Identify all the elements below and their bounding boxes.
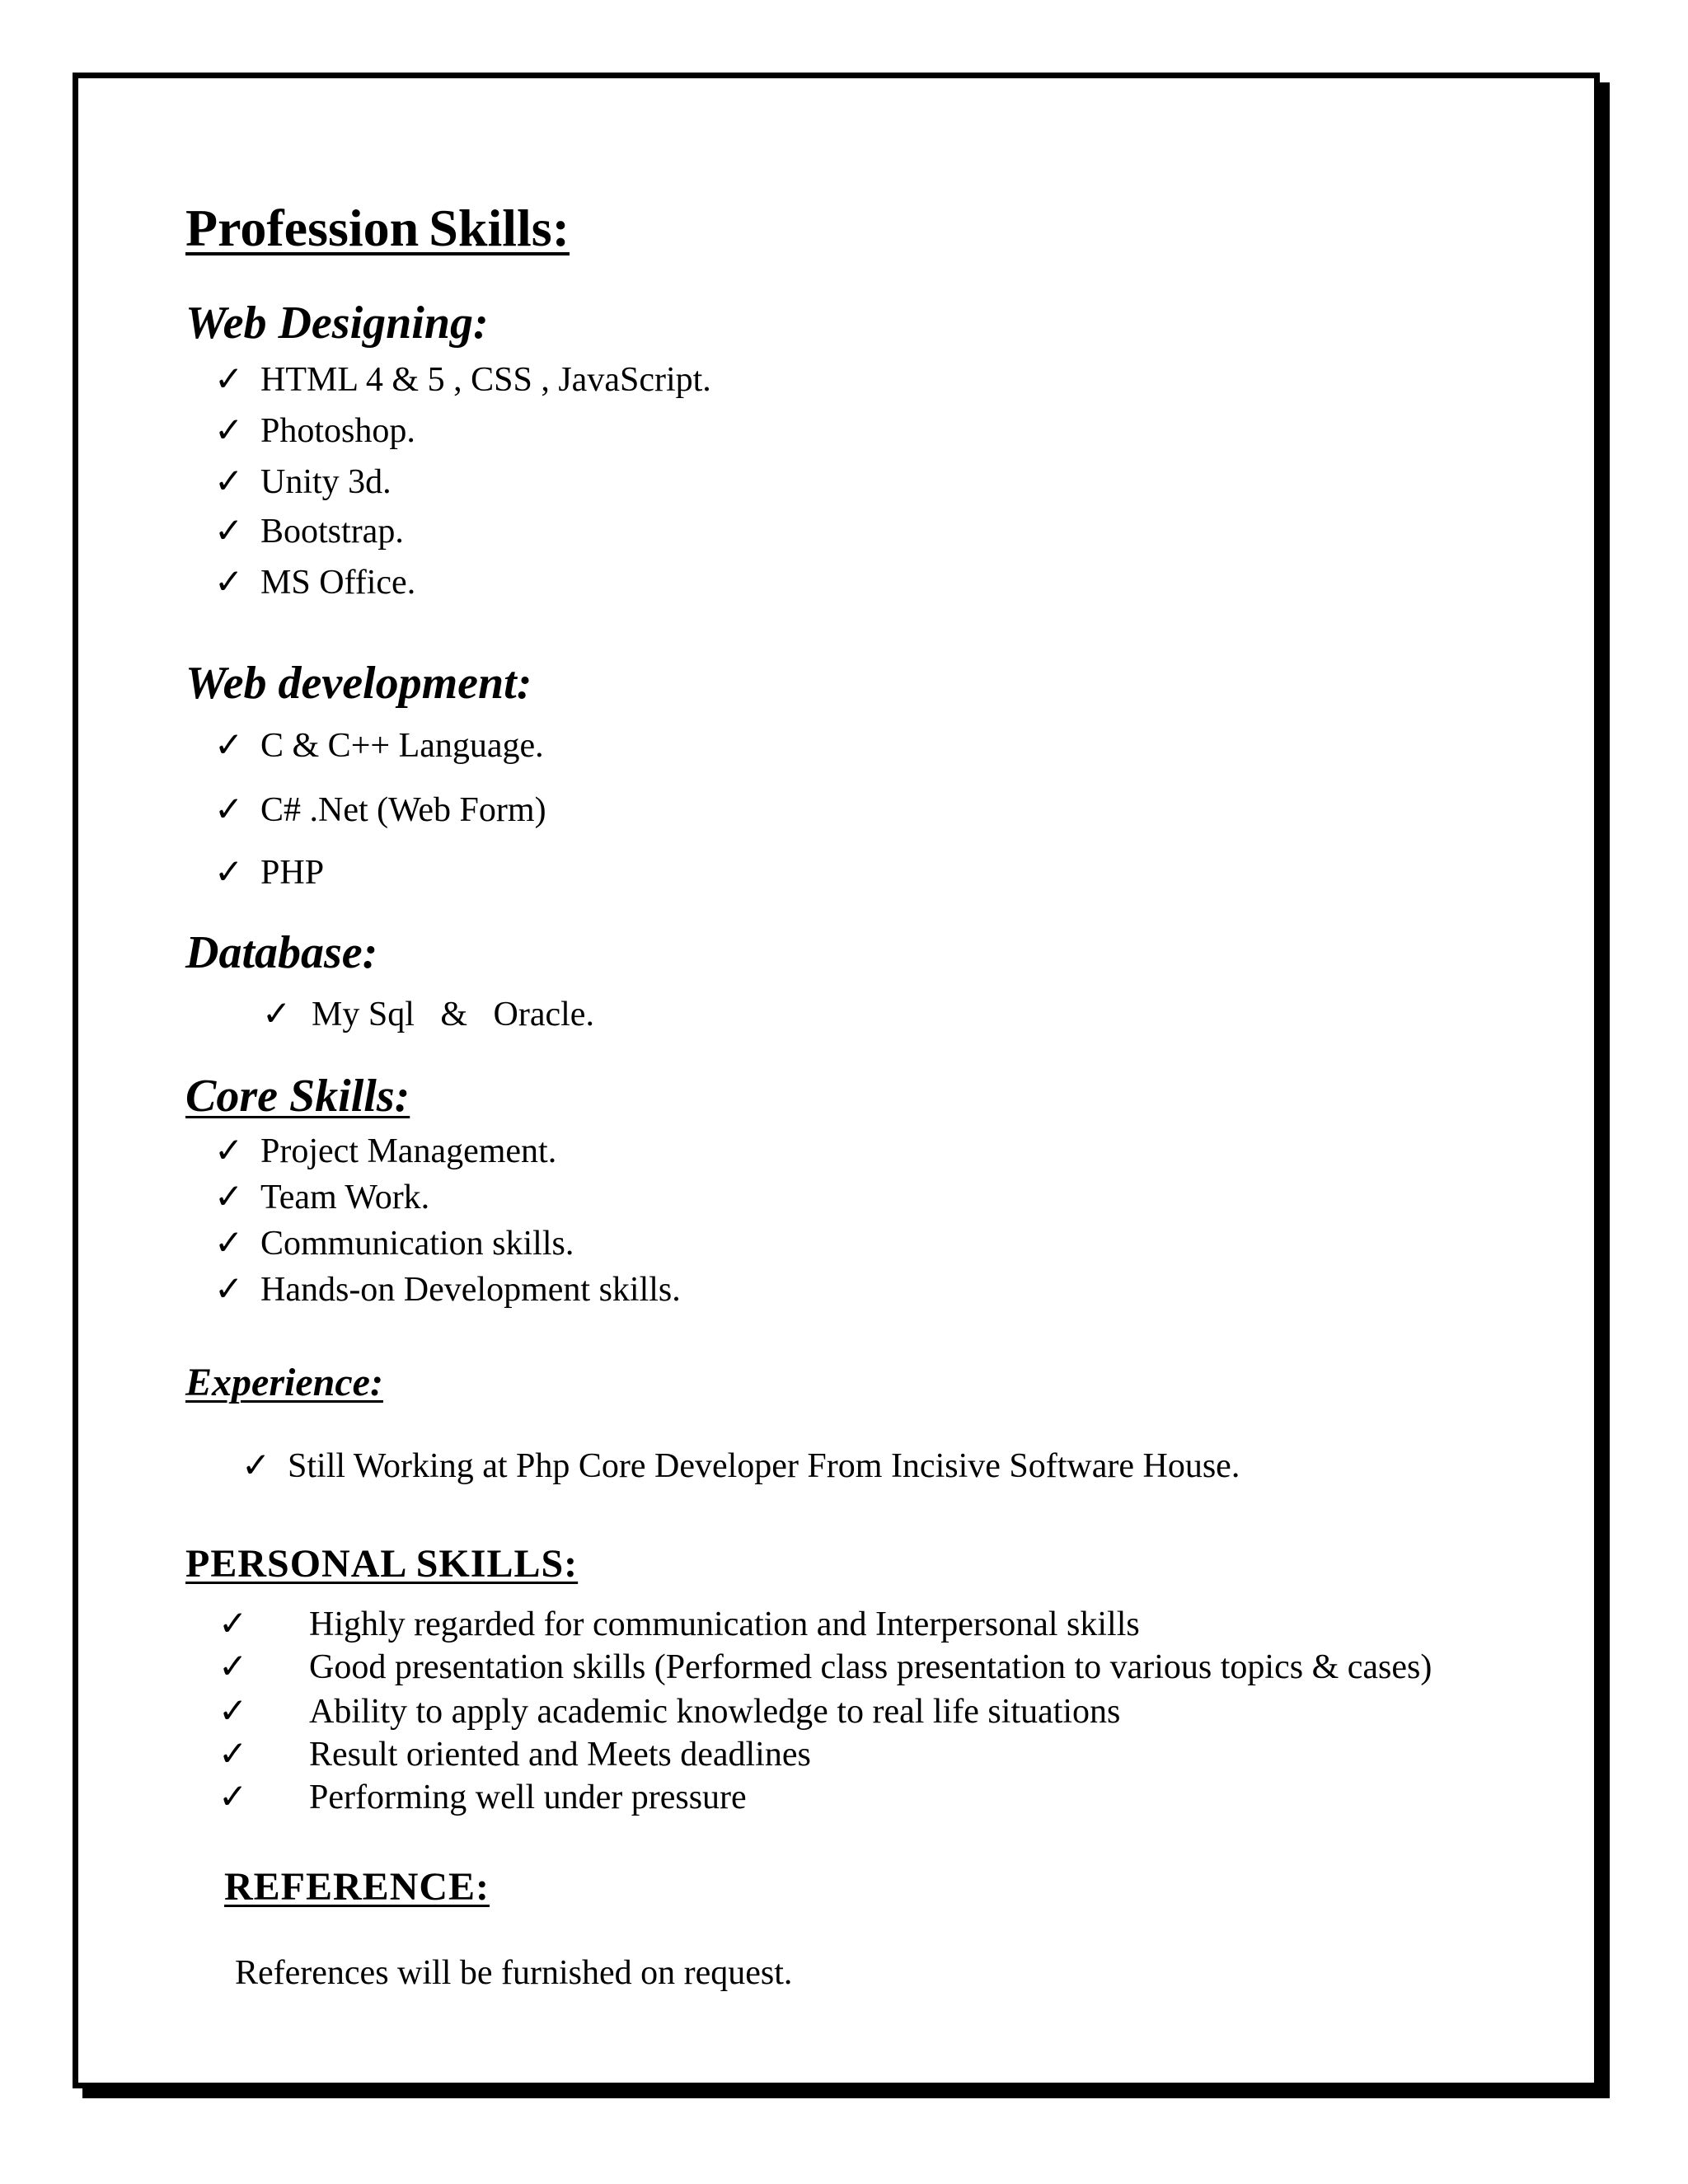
- checkmark-icon: ✓: [218, 1736, 248, 1774]
- checkmark-icon: ✓: [214, 1225, 244, 1263]
- checkmark-icon: ✓: [214, 361, 244, 399]
- section-heading-database: Database:: [185, 927, 378, 978]
- list-item-text: Hands-on Development skills.: [260, 1271, 681, 1309]
- section-heading-personal-skills: PERSONAL SKILLS:: [185, 1542, 579, 1586]
- checkmark-icon: ✓: [214, 1179, 244, 1216]
- list-item-text: Team Work.: [260, 1179, 430, 1216]
- list-item: [218, 1650, 1432, 1685]
- reference-text: References will be furnished on request.: [235, 1954, 793, 1992]
- list-item: [214, 363, 711, 397]
- list-item: [214, 855, 324, 890]
- list-item: [214, 1180, 429, 1215]
- section-heading-web-development: Web development:: [185, 658, 532, 709]
- checkmark-icon: ✓: [214, 727, 244, 765]
- list-item-text: C# .Net (Web Form): [260, 791, 546, 829]
- list-item: [214, 465, 392, 499]
- checkmark-icon: ✓: [218, 1779, 248, 1816]
- list-item: [218, 1780, 747, 1815]
- list-item: [214, 1272, 681, 1307]
- list-item-text: Communication skills.: [260, 1225, 574, 1263]
- list-item: [214, 514, 404, 549]
- list-item-text: Performing well under pressure: [309, 1779, 747, 1816]
- checkmark-icon: ✓: [214, 412, 244, 450]
- list-item-text: Photoshop.: [260, 412, 415, 450]
- list-item-text: HTML 4 & 5 , CSS , JavaScript.: [260, 361, 711, 399]
- checkmark-icon: ✓: [218, 1605, 248, 1643]
- page-title: Profession Skills:: [185, 199, 570, 257]
- list-item: [214, 1134, 556, 1169]
- list-item-text: Result oriented and Meets deadlines: [309, 1736, 811, 1774]
- section-heading-experience: Experience:: [185, 1361, 383, 1404]
- section-heading-reference: REFERENCE:: [224, 1865, 490, 1909]
- checkmark-icon: ✓: [214, 791, 244, 829]
- list-item-text: My Sql & Oracle.: [312, 996, 594, 1033]
- list-item: [218, 1737, 811, 1772]
- list-item-text: C & C++ Language.: [260, 727, 544, 765]
- checkmark-icon: ✓: [262, 996, 292, 1033]
- checkmark-icon: ✓: [218, 1648, 248, 1686]
- list-item: [214, 729, 544, 763]
- list-item: [218, 1607, 1140, 1642]
- list-item: [214, 414, 415, 448]
- checkmark-icon: ✓: [241, 1447, 271, 1485]
- list-item-text: Highly regarded for communication and Interpersonal skills: [309, 1605, 1140, 1643]
- list-item-text: Ability to apply academic knowledge to real life situations: [309, 1693, 1121, 1731]
- list-item-text: MS Office.: [260, 564, 416, 602]
- checkmark-icon: ✓: [214, 513, 244, 551]
- checkmark-icon: ✓: [214, 1132, 244, 1170]
- checkmark-icon: ✓: [214, 854, 244, 892]
- checkmark-icon: ✓: [214, 1271, 244, 1309]
- list-item: [218, 1694, 1120, 1729]
- list-item-text: Good presentation skills (Performed class presentation to various topics & cases): [309, 1648, 1432, 1686]
- list-item: [241, 1449, 1240, 1483]
- section-heading-web-designing: Web Designing:: [185, 298, 489, 349]
- list-item: [214, 565, 415, 600]
- list-item: [214, 793, 546, 827]
- list-item: [214, 1226, 574, 1261]
- checkmark-icon: ✓: [214, 463, 244, 501]
- list-item: [262, 997, 594, 1032]
- list-item-text: PHP: [260, 854, 325, 892]
- checkmark-icon: ✓: [218, 1693, 248, 1731]
- list-item-text: Bootstrap.: [260, 513, 404, 551]
- list-item-text: Still Working at Php Core Developer From Incisive Software House.: [288, 1447, 1240, 1485]
- list-item-text: Project Management.: [260, 1132, 557, 1170]
- checkmark-icon: ✓: [214, 564, 244, 602]
- section-heading-core-skills: Core Skills:: [185, 1071, 410, 1122]
- list-item-text: Unity 3d.: [260, 463, 392, 501]
